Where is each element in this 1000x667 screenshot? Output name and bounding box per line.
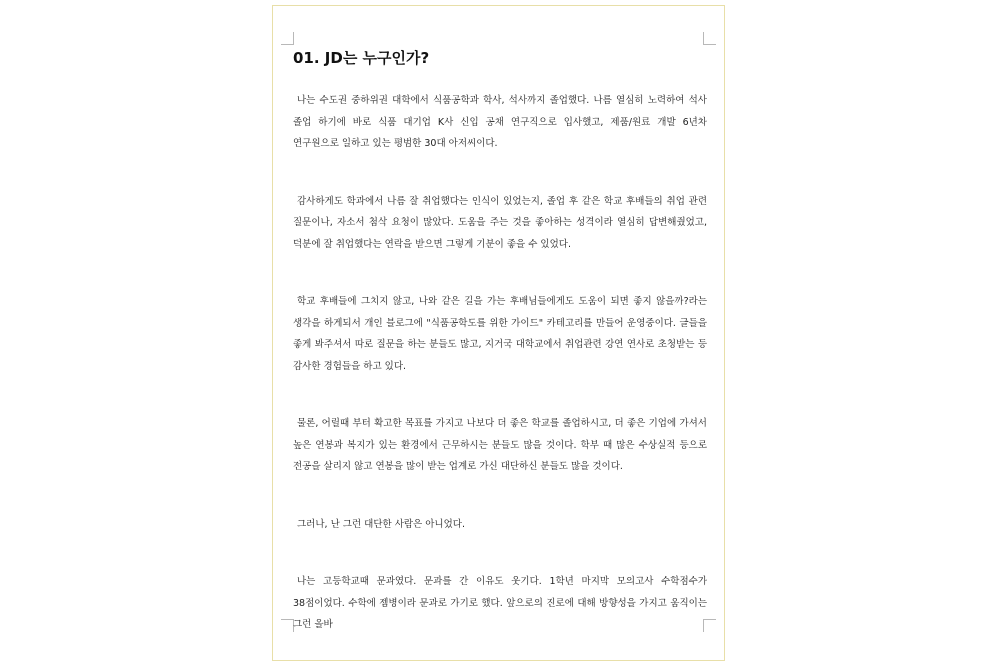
- paragraph-spacer: [293, 535, 707, 571]
- paragraph-others: 물론, 어릴때 부터 확고한 목표를 가지고 나보다 더 좋은 학교를 졸업하시고, 더 좋은 기업에 가셔서 높은 연봉과 복지가 있는 환경에서 근무하시는 분들도 많을 것이다. 학부 때 많은 수상실적 등으로 전공을 살리지 않고 연봉을 많이 받는 업계로 가신 대단하신 분들도 많을 것이다.: [293, 418, 707, 472]
- paragraph-spacer: [293, 478, 707, 514]
- paragraph-spacer: [293, 255, 707, 291]
- paragraph-however: 그러나, 난 그런 대단한 사람은 아니었다.: [297, 518, 465, 530]
- crop-mark-top-left: [281, 32, 294, 45]
- paragraph-intro: 나는 수도권 중하위권 대학에서 식품공학과 학사, 석사까지 졸업했다. 나름 열심히 노력하여 석사 졸업 하기에 바로 식품 대기업 K사 신입 공채 연구직으로 입사했고, 제품/원료 개발 6년차 연구원으로 일하고 있는 평범한 30대 아저씨이다.: [293, 95, 707, 149]
- paragraph-spacer: [293, 377, 707, 413]
- document-page: [272, 5, 725, 661]
- document-heading: 01. JD는 누구인가?: [293, 49, 430, 67]
- crop-mark-top-right: [703, 32, 716, 45]
- document-body[interactable]: [293, 46, 707, 630]
- paragraph-highschool: 나는 고등학교때 문과였다. 문과를 간 이유도 웃기다. 1학년 마지막 모의고사 수학점수가 38점이었다. 수학에 젬병이라 문과로 가기로 했다. 앞으로의 진로에 대해 방향성을 가지고 움직이는 그런 올바: [293, 576, 707, 630]
- paragraph-questions: 감사하게도 학과에서 나름 잘 취업했다는 인식이 있었는지, 졸업 후 같은 학교 후배들의 취업 관련 질문이나, 자소서 첨삭 요청이 많았다. 도움을 주는 것을 좋아하는 성격이라 열심히 답변해줬었고, 덕분에 잘 취업했다는 연락을 받으면 그렇게 기분이 좋을 수 있었다.: [293, 195, 707, 250]
- paragraph-blog: 학교 후배들에 그치지 않고, 나와 같은 길을 가는 후배님들에게도 도움이 되면 좋지 않을까?라는 생각을 하게되서 개인 블로그에 "식품공학도를 위한 가이드" 카테고리를 만들어 운영중이다. 글들을 좋게 봐주셔서 따로 질문을 하는 분들도 많고, 지거국 대학교에서 취업관련 강연 연사로 초청받는 등 감사한 경험들을 하고 있다.: [293, 296, 707, 372]
- paragraph-spacer: [293, 155, 707, 191]
